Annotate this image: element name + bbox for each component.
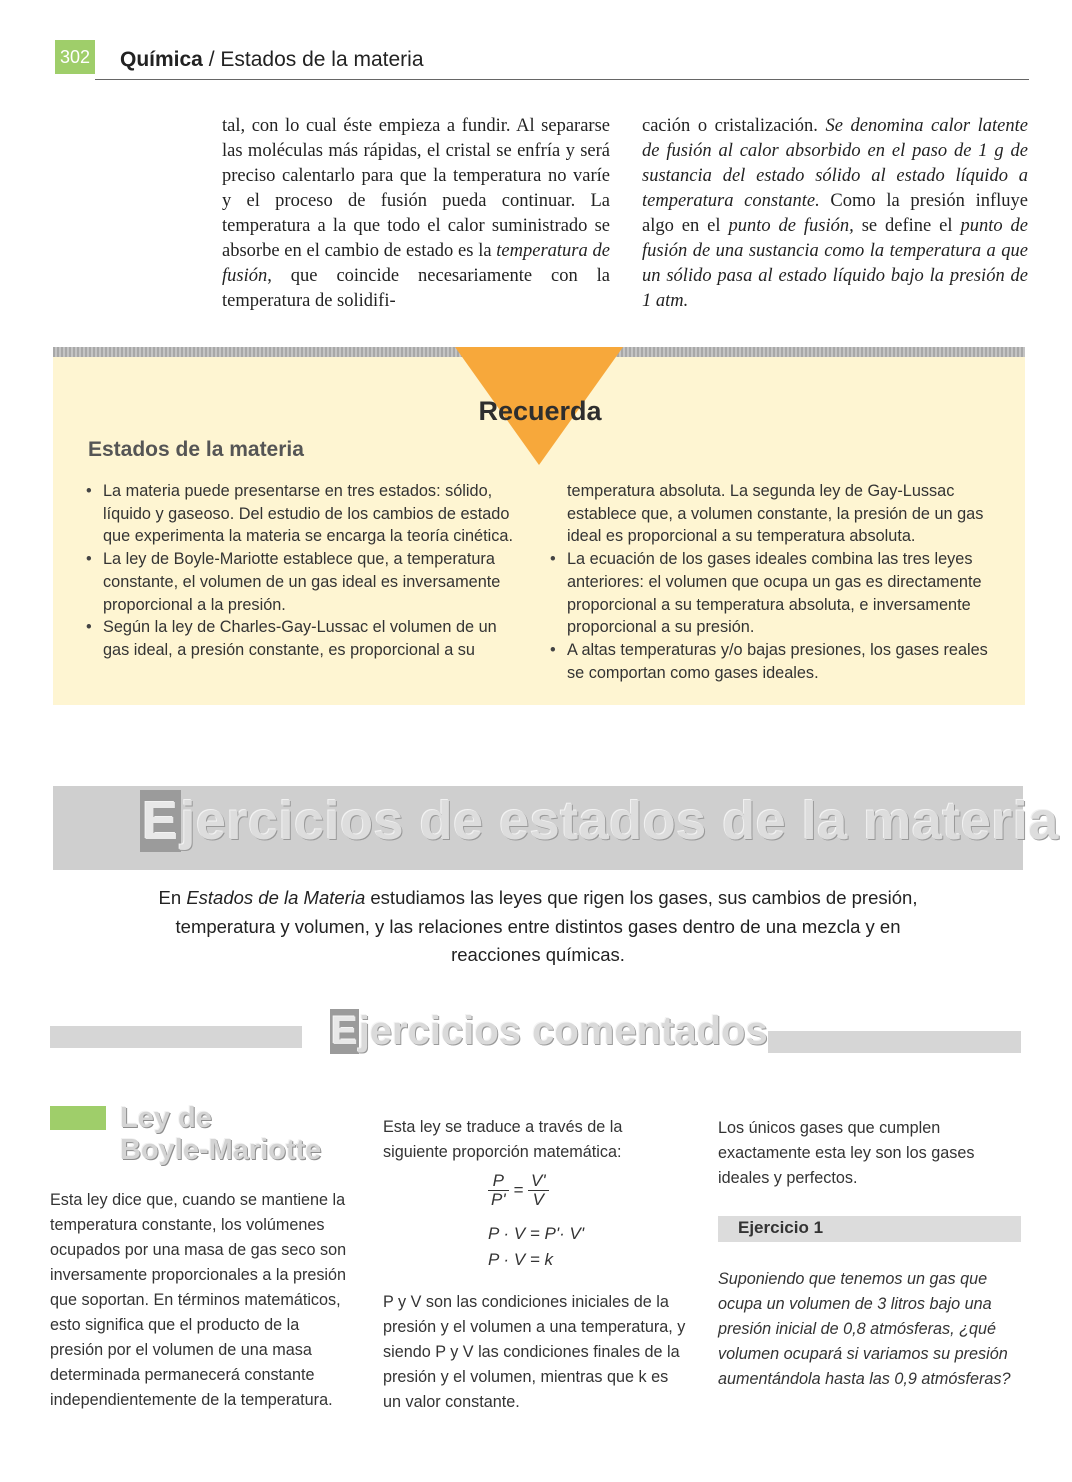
recuerda-item: • La ecuación de los gases ideales combina las tres leyes anteriores: el volumen que ocupa un gas es directamente proporcional a su temperatura absoluta, e inversamente proporcional a su presión.	[550, 548, 1002, 639]
fraction-v: $\frac{V'}{V}$	[528, 1172, 549, 1209]
top-right-italic-2: punto de fusión,	[728, 216, 854, 236]
section-intro	[140, 884, 936, 970]
law-title-line-1: Ley de	[120, 1102, 212, 1134]
top-right-part-1: cación o cristalización.	[642, 116, 826, 136]
law-title	[120, 1102, 321, 1166]
ideal-gases-note	[718, 1116, 1024, 1191]
formula-line-3: P · V = k	[488, 1250, 554, 1269]
law-marker	[50, 1106, 106, 1130]
top-right-part-3: Como la presión influye algo en el	[642, 191, 1028, 236]
section-title-rest: jercicios de estados de la materia	[180, 791, 1059, 851]
header-section: Estados de la materia	[220, 48, 424, 71]
recuerda-left-column	[86, 480, 526, 662]
fraction-p: $\frac{P}{P'}$	[488, 1172, 509, 1209]
intro-italic: Estados de la Materia	[186, 887, 366, 908]
formula-intro	[383, 1115, 689, 1165]
section-title-initial: E	[142, 791, 179, 851]
formula-explanation	[383, 1290, 689, 1415]
intro-prefix: En	[158, 887, 187, 908]
law-description-text: Esta ley dice que, cuando se mantiene la temperatura constante, los volúmenes ocupados por una masa de gas seco son inversamente proporcionales a la presión que soportan. En términos matemáticos, esto significa que el producto de la presión por el volumen de una masa determinada permanecerá constante independientemente de la temperatura.	[50, 1191, 347, 1409]
recuerda-item: • La materia puede presentarse en tres estados: sólido, líquido y gaseoso. Del estudio de los cambios de estado que experimenta la materia se encarga la teoría cinética.	[86, 480, 526, 548]
top-left-part-1: tal, con lo cual éste empieza a fundir. Al separarse las moléculas más rápidas, el cristal se enfría y será preciso calentarlo para que la temperatura no varíe y el proceso de fusión pueda continuar. La temperatura a la que todo el calor suministrado se absorbe en el cambio de estado es la	[222, 116, 610, 261]
subsection-title-initial: E	[331, 1009, 358, 1053]
top-right-part-5: se define el	[853, 216, 961, 236]
law-title-line-2: Boyle-Mariotte	[120, 1134, 322, 1166]
subsection-title-rest: jercicios comentados	[358, 1009, 768, 1053]
header-rule	[95, 79, 1029, 80]
formula-block	[470, 1172, 610, 1272]
formula-intro-text: Esta ley se traduce a través de la siguiente proporción matemática:	[383, 1118, 623, 1161]
page-number: 302	[55, 40, 95, 74]
top-right-italic-1: Se denomina calor latente de fusión al calor absorbido en el paso de 1 g de sustancia del estado sólido al estado líquido a temperatura constante.	[642, 116, 1028, 211]
top-text-right	[642, 114, 1028, 314]
recuerda-item: • A altas temperaturas y/o bajas presiones, los gases reales se comportan como gases ideales.	[550, 639, 1002, 684]
exercise-label: Ejercicio 1	[738, 1218, 824, 1237]
recuerda-item-continuation: temperatura absoluta. La segunda ley de Gay-Lussac establece que, a volumen constante, la presión de un gas ideal es proporcional a su temperatura absoluta.	[567, 482, 984, 546]
top-text-left	[222, 114, 610, 314]
formula-equals: =	[513, 1180, 524, 1200]
running-header	[120, 48, 424, 72]
formula-explanation-text: P y V son las condiciones iniciales de la presión y el volumen a una temperatura, y siendo P y V las condiciones finales de la presión y el volumen, mientras que k es un valor constante.	[383, 1293, 686, 1411]
top-left-part-3: , que coincide necesariamente con la temperatura de solidifi-	[222, 266, 610, 311]
header-subject: Química	[120, 48, 203, 71]
subsection-title	[330, 1009, 768, 1054]
exercise-question: Suponiendo que tenemos un gas que ocupa un volumen de 3 litros bajo una presión inicial de 0,8 atmósferas, ¿qué volumen ocupará si variamos su presión aumentándola hasta las 0,9 atmósferas?	[718, 1270, 1011, 1388]
recuerda-right-column	[550, 480, 1002, 684]
exercise-text	[718, 1267, 1024, 1392]
recuerda-item: • Según la ley de Charles-Gay-Lussac el volumen de un gas ideal, a presión constante, es proporcional a su	[86, 616, 526, 661]
law-description	[50, 1188, 356, 1413]
section-title	[140, 790, 1059, 852]
formula-line-2: P · V = P'· V'	[488, 1224, 585, 1243]
top-left-italic: temperatura de fusión	[222, 241, 610, 286]
recuerda-item: • La ley de Boyle-Mariotte establece que, a temperatura constante, el volumen de un gas ideal es inversamente proporcional a la presión.	[86, 548, 526, 616]
intro-text: estudiamos las leyes que rigen los gases, sus cambios de presión, temperatura y volumen, y las relaciones entre distintos gases dentro de una mezcla y en reacciones químicas.	[175, 887, 918, 965]
divider-bar-right	[768, 1031, 1021, 1053]
recuerda-subtitle: Estados de la materia	[88, 438, 304, 461]
header-separator: /	[202, 48, 221, 71]
recuerda-label: Recuerda	[478, 396, 602, 426]
top-right-italic-3: punto de fusión de una sustancia como la temperatura a que un sólido pasa al estado líquido bajo la presión de 1 atm.	[642, 216, 1028, 311]
ideal-gases-note-text: Los únicos gases que cumplen exactamente esta ley son los gases ideales y perfectos.	[718, 1119, 975, 1187]
divider-bar-left	[50, 1026, 302, 1048]
